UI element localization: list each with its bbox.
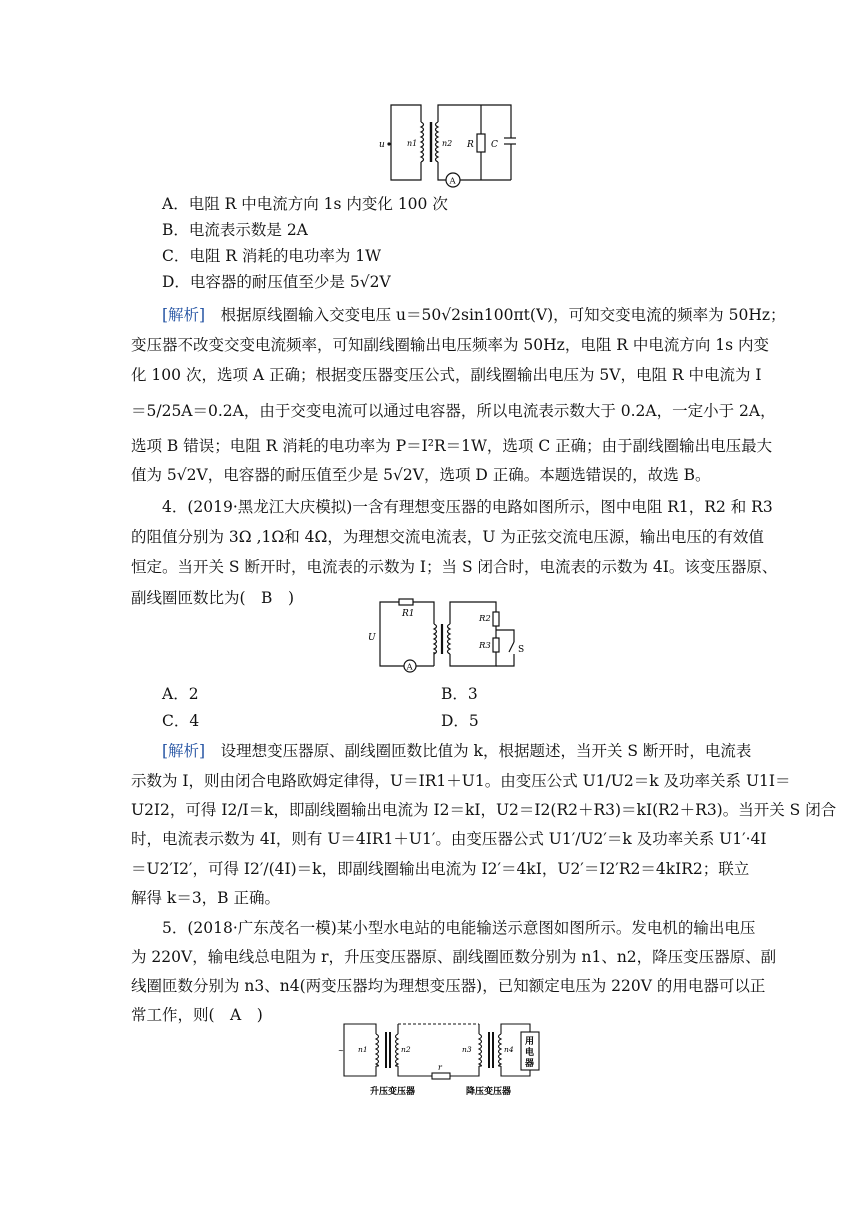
- fig1-ammeter-A: A: [449, 176, 456, 187]
- q4-option-b: B．3: [441, 685, 478, 703]
- q3-analysis-line-2: 变压器不改变交变电流频率，可知副线圈输出电压频率为 50Hz，电阻 R 中电流方向 1s 内变: [131, 336, 770, 354]
- q3-analysis-tag: [解析]: [162, 306, 206, 324]
- fig3-label-n3: n3: [462, 1045, 472, 1054]
- q3-analysis-line-1: [解析] 根据原线圈输入交变电压 u＝50√2sin100πt(V)，可知交变电流的频率为 50Hz；: [162, 306, 786, 324]
- q5-stem-line-4: 常工作，则( A ): [131, 1006, 263, 1024]
- q3-analysis-line-4: ＝5/25A＝0.2A，由于交变电流可以通过电容器，所以电流表示数大于 0.2A，一定小于 2A，: [131, 402, 776, 420]
- q3-analysis-line-5: 选项 B 错误；电阻 R 消耗的电功率为 P＝I²R＝1W，选项 C 正确；由于副线圈输出电压最大: [131, 437, 773, 455]
- fig2-label-S: S: [518, 645, 525, 655]
- fig2-label-R2: R2: [479, 614, 491, 624]
- q4-option-a: A．2: [162, 685, 199, 703]
- fig3-device-label: 用 电 器: [525, 1037, 535, 1069]
- q5-stem-line-2: 为 220V，输电线总电阻为 r，升压变压器原、副线圈匝数分别为 n1、n2，降压变压器原、副: [131, 948, 777, 966]
- q5-stem-line-1: 5．(2018·广东茂名一模)某小型水电站的电能输送示意图如图所示。发电机的输出电压: [162, 919, 756, 937]
- q3-analysis-line-6: 值为 5√2V，电容器的耐压值至少是 5√2V，选项 D 正确。本题选错误的，故选 B。: [131, 466, 711, 484]
- figure-transformer-switch: [366, 598, 538, 674]
- q4-analysis-line-1: [解析] 设理想变压器原、副线圈匝数比值为 k，根据题述，当开关 S 断开时，电流表: [162, 742, 752, 760]
- q3-option-b: B．电流表示数是 2A: [162, 221, 308, 239]
- fig2-ammeter-A: A: [406, 662, 413, 673]
- q4-analysis-line-5: ＝U2′I2′，可得 I2′/(4I)＝k，即副线圈输出电流为 I2′＝4kI，U2′＝I2′R2＝4kIR2；联立: [131, 860, 750, 878]
- q4-analysis-line-4: 时，电流表示数为 4I，则有 U＝4IR1＋U1′。由变压器公式 U1′/U2′＝k 及功率关系 U1′·4I: [131, 830, 767, 848]
- figure-power-transmission: [334, 1018, 544, 1100]
- fig3-label-n4: n4: [504, 1045, 514, 1054]
- q3-analysis-line-3: 化 100 次，选项 A 正确；根据变压器变压公式，副线圈输出电压为 5V，电阻 R 中电流为 I: [131, 366, 762, 384]
- q5-stem-line-3: 线圈匝数分别为 n3、n4(两变压器均为理想变压器)，已知额定电压为 220V 的用电器可以正: [131, 977, 766, 995]
- q4-analysis-line-6: 解得 k＝3，B 正确。: [131, 889, 280, 907]
- q4-stem-line-2: 的阻值分别为 3Ω ,1Ω和 4Ω，为理想交流电流表，U 为正弦交流电压源，输出电压的有效值: [131, 528, 764, 546]
- q4-analysis-line-3: U2I2，可得 I2/I＝k，即副线圈输出电流为 I2＝kI，U2＝I2(R2＋R3)＝kI(R2＋R3)。当开关 S 闭合: [131, 801, 837, 819]
- q4-option-c: C．4: [162, 712, 200, 730]
- fig3-ac-symbol: ~: [338, 1047, 344, 1055]
- fig3-label-n2: n2: [401, 1045, 411, 1054]
- fig3-step-down-label: 降压变压器: [466, 1087, 512, 1097]
- q4-option-d: D．5: [441, 712, 479, 730]
- q4-stem-line-3: 恒定。当开关 S 断开时，电流表的示数为 I；当 S 闭合时，电流表的示数为 4I。该变压器原、: [131, 558, 778, 576]
- q4-analysis-tag: [解析]: [162, 742, 206, 760]
- fig1-label-C: C: [491, 140, 498, 150]
- fig1-label-n1: n1: [407, 139, 418, 148]
- q3-option-c: C．电阻 R 消耗的电功率为 1W: [162, 247, 382, 265]
- figure-transformer-rc: [376, 100, 516, 188]
- fig2-label-U: U: [368, 633, 376, 643]
- q4-stem-line-1: 4．(2019·黑龙江大庆模拟)一含有理想变压器的电路如图所示，图中电阻 R1，R2 和 R3: [162, 498, 773, 516]
- q4-analysis-line-2: 示数为 I，则由闭合电路欧姆定律得，U＝IR1＋U1。由变压公式 U1/U2＝k 及功率关系 U1I＝: [131, 772, 791, 790]
- fig1-label-n2: n2: [442, 139, 453, 148]
- fig2-label-R1: R1: [402, 609, 415, 619]
- fig1-label-R: R: [467, 140, 474, 150]
- fig3-step-up-label: 升压变压器: [370, 1087, 416, 1097]
- q3-option-a: A．电阻 R 中电流方向 1s 内变化 100 次: [162, 195, 448, 213]
- fig2-label-R3: R3: [479, 641, 491, 651]
- fig3-label-n1: n1: [358, 1045, 368, 1054]
- q3-option-d: D．电容器的耐压值至少是 5√2V: [162, 273, 391, 291]
- q4-stem-line-4: 副线圈匝数比为( B ): [131, 589, 294, 607]
- fig3-label-r: r: [438, 1063, 442, 1072]
- fig1-label-u: u: [379, 140, 385, 150]
